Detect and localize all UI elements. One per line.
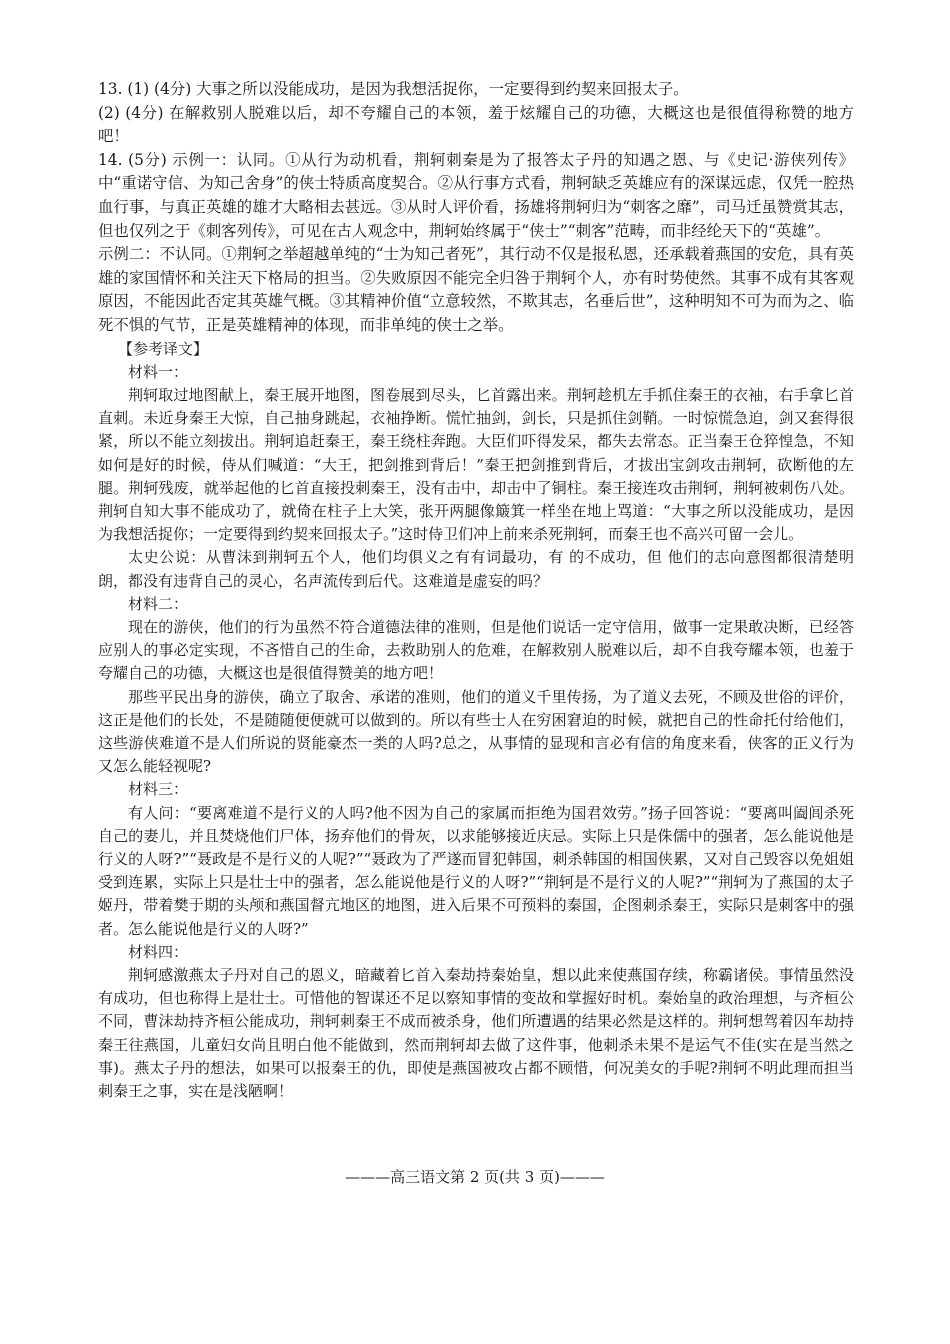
material-1-paragraph: 太史公说：从曹沫到荆轲五个人，他们均俱义之有有词最功，有 的不成功，但 他们的志向意图都很清楚明朗，都没有违背自己的灵心，名声流传到后代。这难道是虚妄的吗？ (98, 548, 854, 590)
material-2-paragraph: 那些平民出身的游侠，确立了取舍、承诺的准则，他们的道义千里传扬，为了道义去死，不顾及世俗的评价，这正是他们的长处，不是随随便便就可以做到的。所以有些士人在穷困窘迫的时候，就把自己的性命托付给他们，这些游侠难道不是人们所说的贤能豪杰一类的人吗?总之，从事情的显现和言必有信的角度来看，侠客的正义行为又怎么能轻视呢? (98, 687, 854, 776)
material-4-paragraph: 荆轲感激燕太子丹对自己的恩义，暗藏着匕首入秦劫持秦始皇，想以此来使燕国存续，称霸诸侯。事情虽然没有成功，但也称得上是壮士。可惜他的智谋还不足以察知事情的变故和掌握好时机。秦始皇的政治理想，与齐桓公不同，曹沫劫持齐桓公能成功，荆轲刺秦王不成而被杀身，他们所遭遇的结果必然是这样的。荆轲想驾着囚车劫持秦王往燕国，儿童妇女尚且明白他不能做到，然而荆轲却去做了这件事，他刺杀未果不是运气不佳(实在是当然之事)。燕太子丹的想法，如果可以报秦王的仇，即使是燕国被攻占都不顾惜，何况美女的手呢?荆轲不明此理而担当刺秦王之事，实在是浅陋啊！ (98, 966, 854, 1101)
page-content (98, 78, 854, 1103)
answer-13-1: 13. (1) (4分) 大事之所以没能成功，是因为我想活捉你，一定要得到约契来回报太子。 (98, 80, 689, 98)
material-1-paragraph: 荆轲取过地图献上，秦王展开地图，图卷展到尽头，匕首露出来。荆轲趁机左手抓住秦王的衣袖，右手拿匕首直刺。未近身秦王大惊，自己抽身跳起，衣袖挣断。慌忙抽剑，剑长，只是抓住剑鞘。一时惊慌急迫，剑又套得很紧，所以不能立刻拔出。荆轲追赶秦王，秦王绕柱奔跑。大臣们吓得发呆，都失去常态。正当秦王仓猝惶急，不知如何是好的时候，侍从们喊道：“大王，把剑推到背后！”秦王把剑推到背后，才拔出宝剑攻击荆轲，砍断他的左腿。荆轲残废，就举起他的匕首直接投刺秦王，没有击中，却击中了铜柱。秦王接连攻击荆轲，荆轲被刺伤八处。荆轲自知大事不能成功了，就倚在柱子上大笑，张开两腿像簸箕一样坐在地上骂道：“大事之所以没能成功，是因为我想活捉你；一定要得到约契来回报太子。”这时侍卫们冲上前来杀死荆轲，而秦王也不高兴可留一会儿。 (98, 385, 854, 544)
material-2-label: 材料二： (128, 594, 189, 613)
reference-heading: 【参考译文】 (118, 339, 209, 358)
material-3-paragraph: 有人问：“要离难道不是行义的人吗?他不因为自己的家属而拒绝为国君效劳。”扬子回答说：“要离叫阖闾杀死自己的妻儿，并且焚烧他们尸体，扬弃他们的骨灰，以求能够接近庆忌。实际上只是侏儒中的强者，怎么能说他是行义的人呀?”“聂政是不是行义的人呢?”“聂政为了严遂而冒犯韩国，刺杀韩国的相国侠累，又对自己毁容以免姐姐受到连累，实际上只是壮士中的强者，怎么能说他是行义的人呀?”“荆轲是不是行义的人呢?”“荆轲为了燕国的太子姬丹，带着樊于期的头颅和燕国督亢地区的地图，进入后果不可预料的秦国，企图刺杀秦王，实际只是刺客中的强者。怎么能说他是行义的人呀?” (98, 803, 854, 938)
material-4-label: 材料四： (128, 942, 189, 961)
answer-14-example-2: 示例二：不认同。①荆轲之举超越单纯的“士为知己者死”，其行动不仅是报私恩，还承载着燕国的安危，具有英雄的家国情怀和关注天下格局的担当。②失败原因不能完全归咎于荆轲个人，亦有时势使然。其事不成有其客观原因，不能因此否定其英雄气概。③其精神价值“立意较然，不欺其志，名垂后世”，这种明知不可为而为之、临死不惧的气节，正是英雄精神的体现，而非单纯的侠士之举。 (98, 245, 854, 334)
reference-translation (98, 338, 854, 1104)
material-3-label: 材料三： (128, 780, 189, 799)
material-2-paragraph: 现在的游侠，他们的行为虽然不符合道德法律的准则，但是他们说话一定守信用，做事一定果敢决断，已经答应别人的事必定实现，不吝惜自己的生命，去救助别人的危难，在解救别人脱难以后，却不自我夸耀本领，也羞于夸耀自己的功德，大概这也是很值得赞美的地方吧！ (98, 617, 854, 683)
material-1-label: 材料一： (128, 362, 189, 381)
answer-14-example-1: 14. (5分) 示例一：认同。①从行为动机看，荆轲刺秦是为了报答太子丹的知遇之恩、与《史记·游侠列传》中“重诺守信、为知己舍身”的侠士特质高度契合。②从行事方式看，荆轲缺乏英雄应有的深谋远虑，仅凭一腔热血行事，与真正英雄的雄才大略相去甚远。③从时人评价看，扬雄将荆轲归为“刺客之靡”，司马迁虽赞赏其志，但也仅列之于《刺客列传》，可见在古人观念中，荆轲始终属于“侠士”“刺客”范畴，而非经纶天下的“英雄”。 (98, 150, 854, 240)
answer-section (98, 78, 854, 338)
answer-13-2: (2) (4分) 在解救别人脱难以后，却不夸耀自己的本领，羞于炫耀自己的功德，大概这也是很值得称赞的地方吧！ (98, 103, 854, 146)
page-footer: ———高三语文第 2 页(共 3 页)——— (345, 1168, 605, 1186)
